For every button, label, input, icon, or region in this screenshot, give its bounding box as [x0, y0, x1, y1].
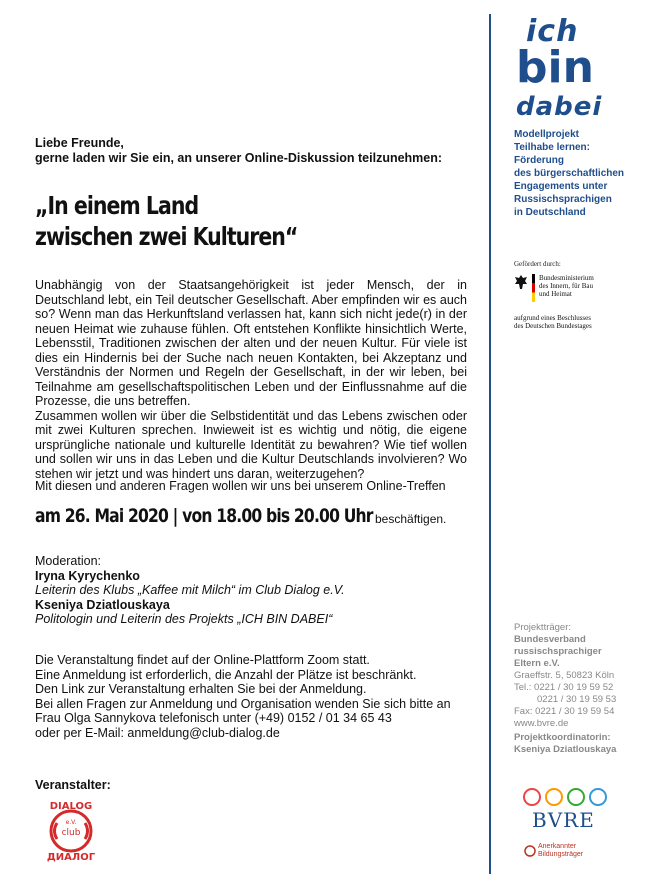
ministry-name	[539, 274, 594, 298]
project-name-line: Russischsprachigen	[514, 194, 612, 205]
moderation	[35, 554, 475, 627]
carrier-label: Projektträger:	[514, 622, 572, 633]
project-name-line: Förderung	[514, 155, 564, 166]
dialog-logo-ev: e.V.	[65, 819, 77, 826]
project-name-line: in Deutschland	[514, 207, 586, 218]
ich-bin-dabei-logo	[508, 14, 628, 122]
recognition-badge	[524, 843, 624, 863]
info-line: Eine Anmeldung ist erforderlich, die Anzahl der Plätze ist beschränkt.	[35, 667, 417, 682]
funding-label: Gefördert durch:	[514, 260, 561, 268]
carrier-org-line: russischsprachiger	[514, 646, 602, 657]
questions-line: Mit diesen und anderen Fragen wollen wir uns bei unserem Online-Treffen	[35, 479, 446, 493]
carrier-org-line: Bundesverband	[514, 634, 586, 645]
info-line: Frau Olga Sannykova telefonisch unter (+49) 0152 / 01 34 65 43	[35, 711, 392, 725]
info-email-line[interactable]: oder per E-Mail: anmeldung@club-dialog.de	[35, 725, 280, 740]
title-line: „In einem Land	[35, 191, 199, 220]
body-paragraph: Unabhängig von der Staatsangehörigkeit ist jeder Mensch, der in Deutschland lebt, ein Teil deutscher Gesellschaft. Aber empfinden wir es auch so? Wenn man das Herkunftsland verlassen hat, kann sich nicht jede(r) in der neuen Heimat wie zuhause fühlen. Oft entstehen Konflikte hinsichtlich Werte, Lebensstil, Traditionen zwischen der alten und der neuen Kultur. Für viele ist dies ein Hindernis bei der Suche nach neuen Kontakten, bei Akzeptanz und Verständnis der Normen und Regeln der Gesellschaft, in der wir leben, bei Teilnahme am gesellschaftspolitischen Leben und der Einflussnahme auf die Prozesse, die uns betreffen.	[35, 278, 467, 408]
body-paragraph: Zusammen wollen wir über die Selbstidentität und das Lebens zwischen oder mit zwei Kulturen sprechen. Inwieweit ist es wichtig und nötig, die eigene ursprüngliche nationale und kulturelle Identität zu bewahren? Wie tief wollen und sollen wir uns in das Leben und die Kultur Deutschlands involvieren? Wo stehen wir jetzt und was hindert uns daran, weiterzugehen?	[35, 408, 467, 481]
project-carrier	[514, 622, 639, 756]
letter-body	[35, 278, 467, 481]
ministry-line: des Innern, für Bau	[539, 282, 594, 290]
carrier-web[interactable]: www.bvre.de	[514, 718, 569, 729]
title-line: zwischen zwei Kulturen“	[35, 222, 298, 251]
ministry-line: und Heimat	[539, 290, 572, 298]
bundestag-decision	[514, 314, 592, 330]
dialog-logo-top: DIALOG	[49, 801, 93, 812]
dialog-logo-bottom: ДИАЛОГ	[46, 852, 96, 863]
eagle-icon	[514, 274, 528, 290]
bvre-wordmark: BVRE	[532, 808, 595, 832]
project-name-line: des bürgerschaftlichen	[514, 168, 625, 179]
project-label: Modellprojekt	[514, 129, 580, 140]
invite-line: gerne laden wir Sie ein, an unserer Online-Diskussion teilzunehmen:	[35, 151, 443, 165]
carrier-tel-2: 0221 / 30 19 59 53	[537, 694, 617, 705]
carrier-tel-1: Tel.: 0221 / 30 19 59 52	[514, 682, 614, 693]
moderator-role: Leiterin des Klubs „Kaffee mit Milch“ im Club Dialog e.V.	[35, 583, 345, 597]
ministry-logo	[514, 274, 639, 304]
carrier-org-line: Eltern e.V.	[514, 658, 560, 669]
bvre-faces-icon	[520, 786, 620, 808]
event-title	[35, 190, 297, 252]
logo-line-3: dabei	[516, 92, 603, 122]
logo-line-2: bin	[516, 42, 594, 93]
carrier-fax: Fax: 0221 / 30 19 59 54	[514, 706, 615, 717]
project-name-line: Teilhabe lernen:	[514, 142, 590, 153]
german-flag-icon	[532, 274, 535, 302]
moderator-name: Iryna Kyrychenko	[35, 568, 140, 583]
event-date-suffix: beschäftigen.	[375, 512, 447, 526]
recognition-line: Bildungsträger	[538, 851, 584, 858]
bvre-logo	[520, 786, 620, 832]
carrier-address: Graeffstr. 5, 50823 Köln	[514, 670, 615, 681]
greeting-line: Liebe Freunde,	[35, 136, 124, 150]
moderation-label: Moderation:	[35, 554, 102, 568]
recognition-text	[538, 843, 583, 859]
info-line: Den Link zur Veranstaltung erhalten Sie bei der Anmeldung.	[35, 682, 367, 696]
recognition-line: Anerkannter	[538, 843, 577, 850]
recognition-icon	[524, 845, 536, 857]
sidebar-divider	[489, 14, 491, 874]
greeting	[35, 136, 485, 166]
decision-line: aufgrund eines Beschlusses	[514, 314, 591, 322]
dialog-logo-center: club	[61, 828, 81, 838]
club-dialog-logo	[32, 797, 110, 863]
event-info	[35, 653, 475, 740]
event-date-time: am 26. Mai 2020 | von 18.00 bis 20.00 Uhr	[35, 505, 373, 527]
decision-line: des Deutschen Bundestages	[514, 322, 592, 330]
organizer-label: Veranstalter:	[35, 778, 111, 792]
project-description	[514, 128, 639, 219]
ministry-line: Bundesministerium	[539, 274, 594, 282]
coordinator-label: Projektkoordinatorin:	[514, 732, 611, 743]
info-line: Die Veranstaltung findet auf der Online-Plattform Zoom statt.	[35, 653, 370, 667]
moderator-name: Kseniya Dziatlouskaya	[35, 597, 170, 612]
moderator-role: Politologin und Leiterin des Projekts „ICH BIN DABEI“	[35, 612, 333, 626]
event-date	[35, 505, 447, 527]
info-line: Bei allen Fragen zur Anmeldung und Organisation wenden Sie sich bitte an	[35, 696, 451, 711]
logo-line-1: ich	[526, 14, 579, 49]
project-name-line: Engagements unter	[514, 181, 608, 192]
coordinator-name: Kseniya Dziatlouskaya	[514, 744, 617, 755]
